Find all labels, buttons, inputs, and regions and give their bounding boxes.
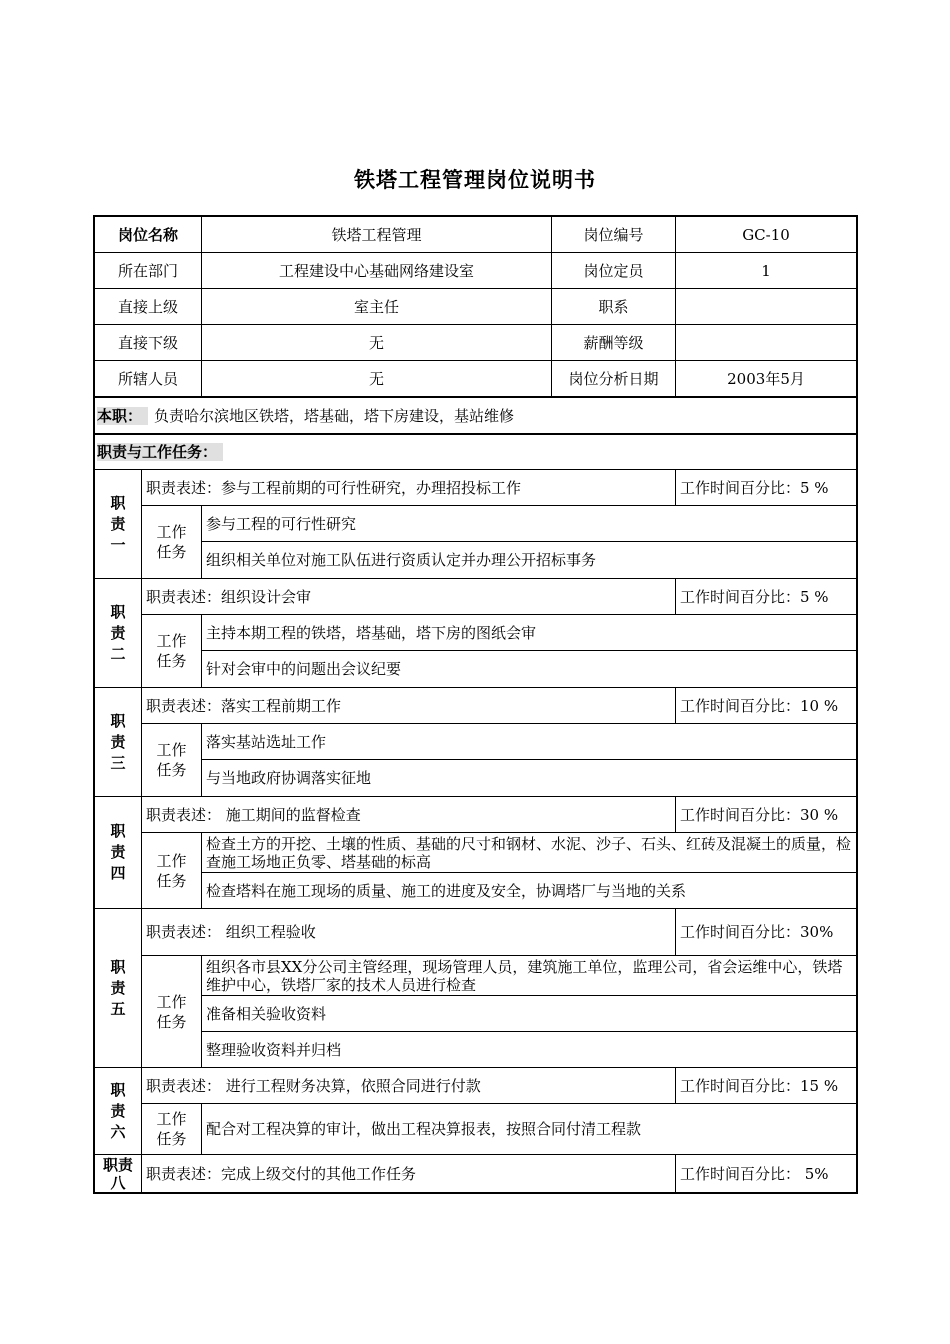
- value-subordinate: 无: [202, 325, 552, 361]
- label-staff: 所辖人员: [95, 361, 202, 397]
- task-item: 组织相关单位对施工队伍进行资质认定并办理公开招标事务: [202, 542, 856, 579]
- task-item: 与当地政府协调落实征地: [202, 760, 856, 797]
- core-duty-label: 本职：: [97, 407, 148, 425]
- task-item: 检查塔料在施工现场的质量、施工的进度及安全，协调塔厂与当地的关系: [202, 873, 856, 909]
- duty-label: 职 责 二: [95, 579, 142, 688]
- value-pay-grade: [676, 325, 856, 361]
- task-item: 检查土方的开挖、土壤的性质、基础的尺寸和钢材、水泥、沙子、石头、红砖及混凝土的质量，检查施工场地正负零、塔基础的标高: [202, 833, 856, 873]
- value-staff: 无: [202, 361, 552, 397]
- duty-time-percent: 工作时间百分比：30 %: [676, 797, 856, 833]
- document-title: 铁塔工程管理岗位说明书: [354, 168, 596, 192]
- tasks-header-label: 职责与工作任务：: [97, 443, 223, 461]
- task-item: 针对会审中的问题出会议纪要: [202, 651, 856, 688]
- duty-label: 职 责 三: [95, 688, 142, 797]
- duty-description: 职责表述： 施工期间的监督检查: [142, 797, 676, 833]
- value-headcount: 1: [676, 253, 856, 289]
- label-superior: 直接上级: [95, 289, 202, 325]
- duty-label: 职 责 四: [95, 797, 142, 909]
- duty-label: 职 责 一: [95, 470, 142, 579]
- duty-time-percent: 工作时间百分比：10 %: [676, 688, 856, 724]
- duty-label: 职责 八: [95, 1155, 142, 1192]
- task-label: 工作 任务: [142, 956, 202, 1068]
- label-analysis-date: 岗位分析日期: [552, 361, 676, 397]
- label-department: 所在部门: [95, 253, 202, 289]
- task-label: 工作 任务: [142, 615, 202, 688]
- label-pay-grade: 薪酬等级: [552, 325, 676, 361]
- duty-description: 职责表述：完成上级交付的其他工作任务: [142, 1155, 676, 1192]
- duty-description: 职责表述： 进行工程财务决算，依照合同进行付款: [142, 1068, 676, 1104]
- task-item: 配合对工程决算的审计，做出工程决算报表，按照合同付清工程款: [202, 1104, 856, 1155]
- task-item: 参与工程的可行性研究: [202, 506, 856, 542]
- task-item: 整理验收资料并归档: [202, 1032, 856, 1068]
- duty-label: 职 责 五: [95, 909, 142, 1068]
- tasks-header-row: [95, 434, 856, 470]
- value-position-code: GC-10: [676, 217, 856, 253]
- duty-time-percent: 工作时间百分比： 5%: [680, 1164, 829, 1183]
- label-position-name: 岗位名称: [95, 217, 202, 253]
- task-label: 工作 任务: [142, 724, 202, 797]
- duty-label: 职 责 六: [95, 1068, 142, 1155]
- label-headcount: 岗位定员: [552, 253, 676, 289]
- duty-description: 职责表述：落实工程前期工作: [142, 688, 676, 724]
- value-analysis-date: 2003年5月: [676, 361, 856, 397]
- task-label: 工作 任务: [142, 1104, 202, 1155]
- task-label: 工作 任务: [142, 833, 202, 909]
- task-item: 准备相关验收资料: [202, 996, 856, 1032]
- duty-time-percent: 工作时间百分比：5 %: [676, 470, 856, 506]
- core-duty-text: 负责哈尔滨地区铁塔，塔基础，塔下房建设，基站维修: [154, 406, 515, 425]
- duty-description: 职责表述：参与工程前期的可行性研究，办理招投标工作: [142, 470, 676, 506]
- duty-time-percent: 工作时间百分比：5 %: [676, 579, 856, 615]
- value-superior: 室主任: [202, 289, 552, 325]
- duty-time-percent: 工作时间百分比：30%: [676, 909, 856, 956]
- label-subordinate: 直接下级: [95, 325, 202, 361]
- value-department: 工程建设中心基础网络建设室: [202, 253, 552, 289]
- label-position-code: 岗位编号: [552, 217, 676, 253]
- label-job-family: 职系: [552, 289, 676, 325]
- task-item: 落实基站选址工作: [202, 724, 856, 760]
- task-item: 主持本期工程的铁塔，塔基础，塔下房的图纸会审: [202, 615, 856, 651]
- task-label: 工作 任务: [142, 506, 202, 579]
- duty-time-percent: 工作时间百分比：15 %: [676, 1068, 856, 1104]
- duty-description: 职责表述：组织设计会审: [142, 579, 676, 615]
- value-position-name: 铁塔工程管理: [202, 217, 552, 253]
- task-item: 组织各市县XX分公司主管经理，现场管理人员，建筑施工单位，监理公司，省会运维中心，铁塔维护中心，铁塔厂家的技术人员进行检查: [202, 956, 856, 996]
- duty-description: 职责表述： 组织工程验收: [142, 909, 676, 956]
- job-description-table: [93, 215, 858, 1194]
- value-job-family: [676, 289, 856, 325]
- core-duty-row: [95, 397, 856, 434]
